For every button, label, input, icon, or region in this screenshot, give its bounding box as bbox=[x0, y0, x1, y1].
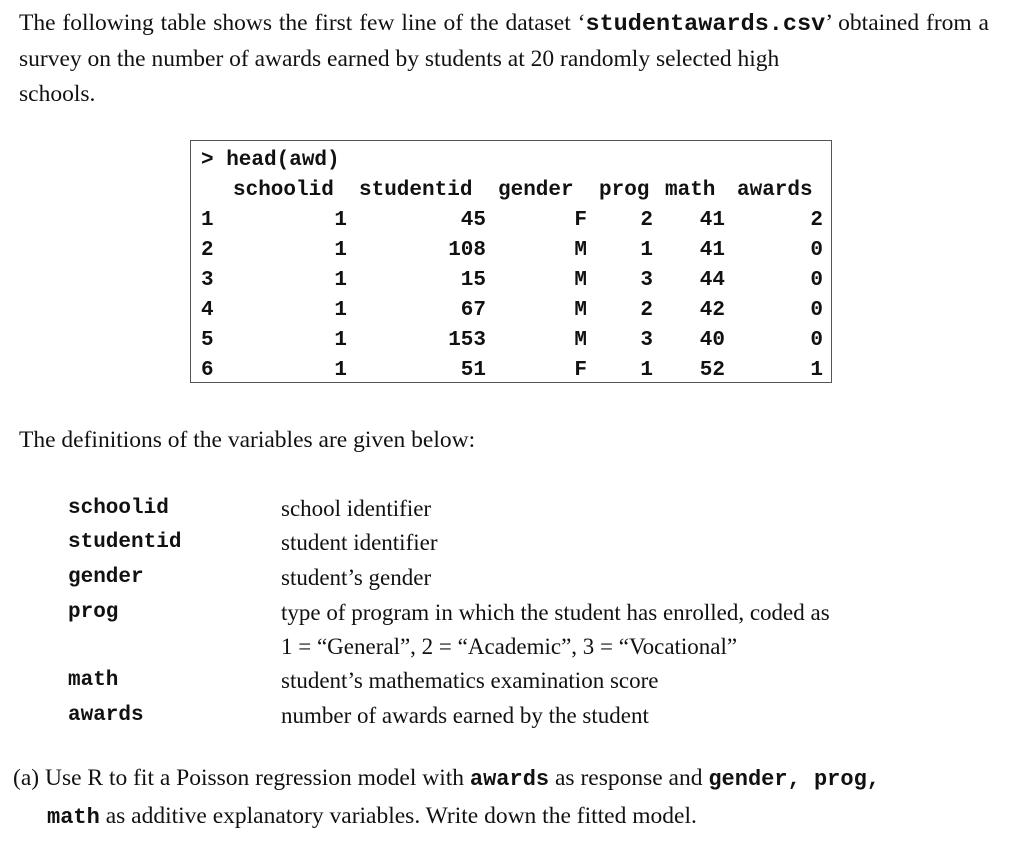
question-a bbox=[13, 760, 1003, 836]
r-output-box bbox=[190, 140, 832, 383]
variable-definition bbox=[281, 596, 981, 664]
column-header-awards: awards bbox=[737, 179, 813, 202]
cell-awards: 1 bbox=[810, 359, 823, 382]
cell-schoolid: 1 bbox=[334, 359, 347, 382]
question-text-2: as response and bbox=[555, 765, 703, 791]
cell-prog: 2 bbox=[640, 209, 653, 232]
intro-text-1: The following table shows the first few line of the dataset ‘ bbox=[19, 10, 586, 36]
cell-studentid: 108 bbox=[448, 239, 486, 262]
cell-awards: 0 bbox=[810, 269, 823, 292]
cell-prog: 3 bbox=[640, 269, 653, 292]
cell-gender: M bbox=[574, 329, 587, 352]
row-index: 5 bbox=[201, 329, 214, 352]
definitions-title: The definitions of the variables are given below: bbox=[19, 427, 476, 453]
variable-name: gender bbox=[68, 566, 144, 589]
cell-math: 52 bbox=[699, 359, 725, 382]
cell-studentid: 45 bbox=[460, 209, 486, 232]
cell-gender: M bbox=[574, 299, 587, 322]
column-header-gender: gender bbox=[498, 179, 574, 202]
cell-math: 40 bbox=[699, 329, 725, 352]
cell-schoolid: 1 bbox=[334, 329, 347, 352]
row-index: 4 bbox=[201, 299, 214, 322]
cell-prog: 2 bbox=[640, 299, 653, 322]
definition-text: number of awards earned by the student bbox=[281, 703, 649, 728]
cell-gender: M bbox=[574, 269, 587, 292]
variable-definition bbox=[281, 699, 981, 733]
variable-definition bbox=[281, 526, 981, 560]
row-index: 2 bbox=[201, 239, 214, 262]
definition-text: student identifier bbox=[281, 530, 438, 555]
variable-definition bbox=[281, 664, 981, 698]
cell-gender: F bbox=[574, 209, 587, 232]
column-header-math: math bbox=[665, 179, 716, 202]
row-index: 3 bbox=[201, 269, 214, 292]
intro-paragraph bbox=[19, 6, 989, 112]
cell-studentid: 51 bbox=[460, 359, 486, 382]
cell-math: 41 bbox=[699, 209, 725, 232]
r-command: > head(awd) bbox=[201, 149, 340, 172]
cell-math: 44 bbox=[699, 269, 725, 292]
column-header-studentid: studentid bbox=[359, 179, 473, 202]
intro-text-2: ’ obtained from a survey on the number of awards earned by students at 20 randomly selected high bbox=[19, 10, 989, 72]
question-explanatory-vars-2: math bbox=[47, 805, 100, 830]
cell-gender: M bbox=[574, 239, 587, 262]
definition-text: school identifier bbox=[281, 496, 432, 521]
cell-schoolid: 1 bbox=[334, 239, 347, 262]
definition-text: type of program in which the student has enrolled, coded as bbox=[281, 600, 830, 625]
definition-text-continued: 1 = “General”, 2 = “Academic”, 3 = “Vocational” bbox=[281, 634, 738, 659]
variable-name: math bbox=[68, 669, 119, 692]
cell-awards: 0 bbox=[810, 299, 823, 322]
definition-text: student’s mathematics examination score bbox=[281, 668, 659, 693]
variable-name: awards bbox=[68, 704, 144, 727]
column-header-prog: prog bbox=[599, 179, 650, 202]
cell-awards: 0 bbox=[810, 329, 823, 352]
definition-text: student’s gender bbox=[281, 565, 432, 590]
question-explanatory-vars-1: gender, prog, bbox=[708, 767, 880, 792]
cell-schoolid: 1 bbox=[334, 299, 347, 322]
intro-text-3: schools. bbox=[19, 81, 96, 107]
cell-schoolid: 1 bbox=[334, 209, 347, 232]
question-response-var: awards bbox=[469, 767, 550, 792]
cell-studentid: 67 bbox=[460, 299, 486, 322]
dataset-filename: studentawards.csv bbox=[585, 11, 826, 38]
cell-awards: 2 bbox=[810, 209, 823, 232]
cell-prog: 1 bbox=[640, 359, 653, 382]
variable-definition bbox=[281, 492, 981, 526]
cell-prog: 1 bbox=[640, 239, 653, 262]
question-text-1: Use R to fit a Poisson regression model with bbox=[44, 765, 465, 791]
question-text-3: as additive explanatory variables. Write down the fitted model. bbox=[105, 803, 697, 829]
cell-awards: 0 bbox=[810, 239, 823, 262]
column-header-schoolid: schoolid bbox=[233, 179, 334, 202]
cell-math: 42 bbox=[699, 299, 725, 322]
variable-name: studentid bbox=[68, 531, 182, 554]
variable-name: schoolid bbox=[68, 497, 169, 520]
variable-definition bbox=[281, 561, 981, 595]
row-index: 6 bbox=[201, 359, 214, 382]
cell-studentid: 15 bbox=[460, 269, 486, 292]
row-index: 1 bbox=[201, 209, 214, 232]
question-label: (a) bbox=[13, 765, 40, 791]
cell-math: 41 bbox=[699, 239, 725, 262]
variable-name: prog bbox=[68, 601, 119, 624]
cell-schoolid: 1 bbox=[334, 269, 347, 292]
cell-studentid: 153 bbox=[448, 329, 486, 352]
cell-prog: 3 bbox=[640, 329, 653, 352]
cell-gender: F bbox=[574, 359, 587, 382]
